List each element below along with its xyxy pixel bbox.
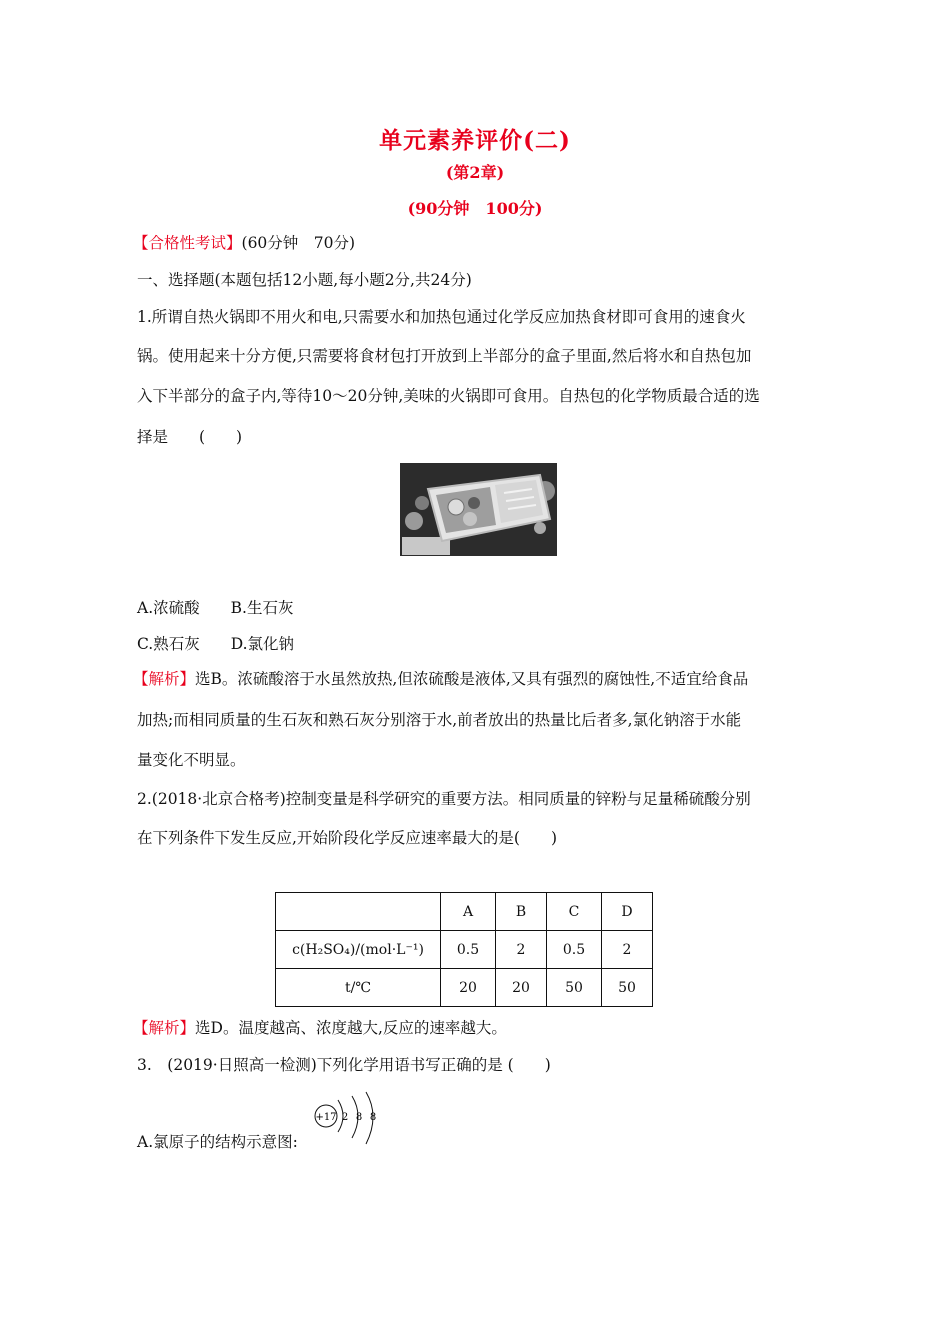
- hotpot-illustration: [400, 463, 557, 556]
- table-cell: 20: [441, 969, 496, 1007]
- q1-line3: 入下半部分的盒子内,等待10～20分钟,美味的火锅即可食用。自热包的化学物质最合适的选: [137, 387, 760, 405]
- table-row: [276, 969, 653, 1007]
- table-cell: 0.5: [547, 931, 602, 969]
- answer-tag: 【解析】: [133, 1019, 196, 1037]
- q1-answer-line2: 加热;而相同质量的生石灰和熟石灰分别溶于水,前者放出的热量比后者多,氯化钠溶于水能: [137, 711, 742, 729]
- q2-line1: 2.(2018·北京合格考)控制变量是科学研究的重要方法。相同质量的锌粉与足量稀硫酸分别: [137, 790, 751, 808]
- nucleus-label: +17: [315, 1112, 337, 1123]
- table-header-row: [276, 893, 653, 931]
- q2-answer: [133, 1016, 507, 1038]
- time-score-subtitle: (90分钟 100分): [407, 199, 543, 218]
- table-cell: 50: [547, 969, 602, 1007]
- chapter-subtitle: (第2章): [445, 163, 505, 182]
- table-cell: 20: [496, 969, 547, 1007]
- q2-line2: 在下列条件下发生反应,开始阶段化学反应速率最大的是( ): [137, 829, 558, 847]
- table-header-cell: B: [496, 893, 547, 931]
- part1-heading: 一、选择题(本题包括12小题,每小题2分,共24分): [137, 271, 472, 289]
- q1-options-cd: C.熟石灰 D.氯化钠: [137, 635, 295, 653]
- table-cell: 0.5: [441, 931, 496, 969]
- q1-line1: 1.所谓自热火锅即不用火和电,只需要水和加热包通过化学反应加热食材即可食用的速食火: [137, 308, 746, 326]
- q1-line4: 择是 ( ): [137, 428, 243, 446]
- table-header-cell: A: [441, 893, 496, 931]
- shell-3-count: 8: [369, 1112, 377, 1123]
- table-row: [276, 931, 653, 969]
- q3-line1: 3. (2019·日照高一检测)下列化学用语书写正确的是 ( ): [137, 1056, 551, 1074]
- table-cell: 2: [602, 931, 653, 969]
- section-header: [133, 231, 355, 253]
- q1-line2: 锅。使用起来十分方便,只需要将食材包打开放到上半部分的盒子里面,然后将水和自热包加: [137, 347, 752, 365]
- section-info: (60分钟 70分): [241, 234, 356, 252]
- q2-answer-text: 选D。温度越高、浓度越大,反应的速率越大。: [195, 1019, 507, 1037]
- q3-option-a: A.氯原子的结构示意图:: [137, 1133, 298, 1151]
- table-cell: t/℃: [276, 969, 441, 1007]
- chlorine-atom-structure-diagram: [312, 1090, 392, 1154]
- shell-2-count: 8: [355, 1112, 363, 1123]
- q1-answer-text: 选B。浓硫酸溶于水虽然放热,但浓硫酸是液体,又具有强烈的腐蚀性,不适宜给食品: [195, 670, 749, 688]
- q2-conditions-table: [275, 892, 653, 1007]
- answer-tag: 【解析】: [133, 670, 196, 688]
- q1-options-ab: A.浓硫酸 B.生石灰: [137, 599, 294, 617]
- hotpot-photo: [400, 463, 557, 556]
- table-cell: 2: [496, 931, 547, 969]
- table-header-cell: [276, 893, 441, 931]
- q1-answer-line1: [133, 667, 748, 689]
- q1-answer-line3: 量变化不明显。: [137, 751, 246, 769]
- page-title: 单元素养评价(二): [379, 127, 571, 154]
- atom-diagram-svg: [312, 1090, 392, 1150]
- shell-1-count: 2: [341, 1112, 349, 1123]
- table-header-cell: C: [547, 893, 602, 931]
- table-cell: 50: [602, 969, 653, 1007]
- table-cell: c(H₂SO₄)/(mol·L⁻¹): [276, 931, 441, 969]
- section-tag: 【合格性考试】: [133, 234, 242, 252]
- table-header-cell: D: [602, 893, 653, 931]
